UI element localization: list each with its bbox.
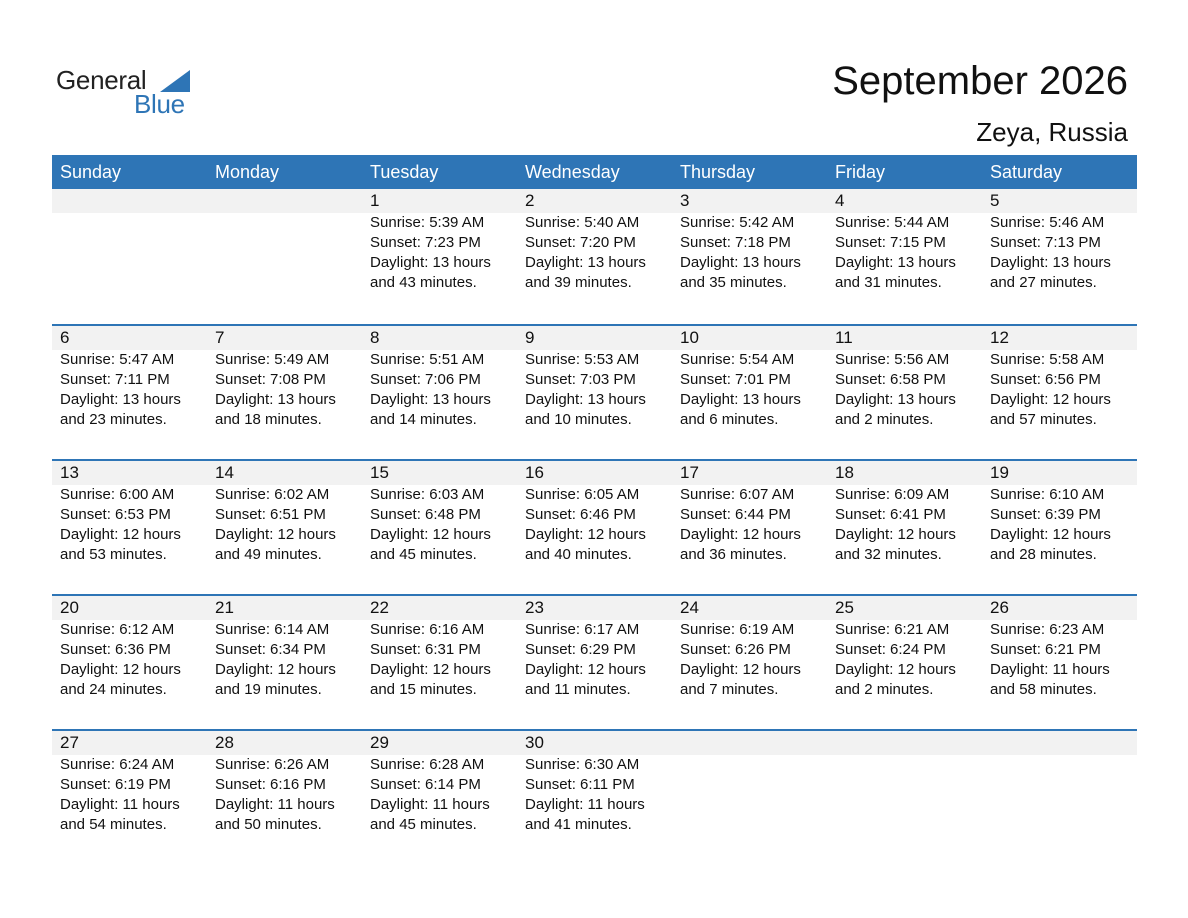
daylight-minutes-text: and 39 minutes.: [525, 274, 632, 291]
day-cell: [672, 596, 827, 700]
daylight-minutes-text: and 53 minutes.: [60, 546, 167, 563]
sunset-text: Sunset: 6:34 PM: [215, 641, 326, 658]
sunset-text: Sunset: 6:39 PM: [990, 506, 1101, 523]
daylight-minutes-text: and 10 minutes.: [525, 411, 632, 428]
daylight-minutes-text: and 41 minutes.: [525, 816, 632, 833]
daylight-minutes-text: and 32 minutes.: [835, 546, 942, 563]
daylight-minutes-text: and 7 minutes.: [680, 681, 779, 698]
day-cell: [982, 189, 1137, 293]
sunset-text: Sunset: 6:29 PM: [525, 641, 636, 658]
day-cell: [517, 189, 672, 293]
day-number: 25: [835, 598, 854, 617]
sunset-text: Sunset: 7:03 PM: [525, 371, 636, 388]
daylight-hours-text: Daylight: 12 hours: [215, 661, 336, 678]
daylight-minutes-text: and 23 minutes.: [60, 411, 167, 428]
sunrise-text: Sunrise: 6:23 AM: [990, 621, 1105, 638]
sunset-text: Sunset: 6:44 PM: [680, 506, 791, 523]
sunset-text: Sunset: 7:15 PM: [835, 234, 946, 251]
day-number: 8: [370, 328, 380, 347]
sunrise-text: Sunrise: 6:28 AM: [370, 756, 485, 773]
sunrise-text: Sunrise: 6:19 AM: [680, 621, 795, 638]
daylight-hours-text: Daylight: 12 hours: [990, 526, 1111, 543]
sunset-text: Sunset: 7:06 PM: [370, 371, 481, 388]
day-number: 2: [525, 191, 535, 210]
sunset-text: Sunset: 6:26 PM: [680, 641, 791, 658]
daylight-minutes-text: and 45 minutes.: [370, 546, 477, 563]
day-number: 27: [60, 733, 79, 752]
sunrise-text: Sunrise: 5:49 AM: [215, 351, 330, 368]
daylight-hours-text: Daylight: 13 hours: [60, 391, 181, 408]
daylight-minutes-text: and 50 minutes.: [215, 816, 322, 833]
daylight-minutes-text: and 49 minutes.: [215, 546, 322, 563]
weekday-tuesday: Tuesday: [370, 162, 439, 182]
daylight-hours-text: Daylight: 12 hours: [370, 661, 491, 678]
logo: [56, 64, 196, 120]
sunrise-text: Sunrise: 6:26 AM: [215, 756, 330, 773]
daylight-hours-text: Daylight: 12 hours: [60, 661, 181, 678]
day-cell: [207, 731, 362, 835]
sunset-text: Sunset: 6:58 PM: [835, 371, 946, 388]
sunset-text: Sunset: 7:08 PM: [215, 371, 326, 388]
sunset-text: Sunset: 6:11 PM: [525, 776, 635, 793]
sunset-text: Sunset: 6:24 PM: [835, 641, 946, 658]
day-cell: [827, 461, 982, 565]
sunrise-text: Sunrise: 6:30 AM: [525, 756, 640, 773]
day-number: 19: [990, 463, 1009, 482]
day-cell: [362, 596, 517, 700]
daylight-minutes-text: and 27 minutes.: [990, 274, 1097, 291]
sunset-text: Sunset: 6:31 PM: [370, 641, 481, 658]
daylight-hours-text: Daylight: 11 hours: [60, 796, 180, 813]
daylight-hours-text: Daylight: 12 hours: [370, 526, 491, 543]
day-number: 7: [215, 328, 225, 347]
day-number: 23: [525, 598, 544, 617]
sunset-text: Sunset: 6:53 PM: [60, 506, 171, 523]
daylight-hours-text: Daylight: 13 hours: [680, 391, 801, 408]
sunset-text: Sunset: 7:13 PM: [990, 234, 1101, 251]
day-number: 26: [990, 598, 1009, 617]
day-number: 18: [835, 463, 854, 482]
daylight-minutes-text: and 14 minutes.: [370, 411, 477, 428]
sunrise-text: Sunrise: 6:16 AM: [370, 621, 485, 638]
daylight-minutes-text: and 24 minutes.: [60, 681, 167, 698]
daylight-hours-text: Daylight: 13 hours: [525, 254, 646, 271]
day-number: 14: [215, 463, 234, 482]
weekday-monday: Monday: [215, 162, 280, 182]
day-cell: [362, 731, 517, 835]
logo-general-text: General: [56, 65, 147, 95]
sunset-text: Sunset: 6:19 PM: [60, 776, 171, 793]
week-row: [52, 324, 1137, 459]
day-number: 9: [525, 328, 535, 347]
sunrise-text: Sunrise: 5:58 AM: [990, 351, 1105, 368]
sunset-text: Sunset: 6:48 PM: [370, 506, 481, 523]
sunrise-text: Sunrise: 5:42 AM: [680, 214, 795, 231]
day-number: 10: [680, 328, 699, 347]
day-number: 15: [370, 463, 389, 482]
sunrise-text: Sunrise: 5:39 AM: [370, 214, 485, 231]
sunset-text: Sunset: 7:01 PM: [680, 371, 791, 388]
empty-day-cell: [207, 189, 362, 293]
day-number: 24: [680, 598, 699, 617]
sunrise-text: Sunrise: 6:03 AM: [370, 486, 485, 503]
day-cell: [982, 326, 1137, 430]
daylight-hours-text: Daylight: 12 hours: [680, 526, 801, 543]
day-cell: [52, 731, 207, 835]
sunrise-text: Sunrise: 5:53 AM: [525, 351, 640, 368]
sunset-text: Sunset: 6:41 PM: [835, 506, 946, 523]
daylight-minutes-text: and 11 minutes.: [525, 681, 631, 698]
page-title: September 2026: [832, 59, 1128, 103]
day-number: 28: [215, 733, 234, 752]
day-cell: [362, 461, 517, 565]
daylight-hours-text: Daylight: 12 hours: [835, 661, 956, 678]
daylight-minutes-text: and 45 minutes.: [370, 816, 477, 833]
sunset-text: Sunset: 7:20 PM: [525, 234, 636, 251]
day-cell: [517, 461, 672, 565]
daylight-minutes-text: and 40 minutes.: [525, 546, 632, 563]
sunset-text: Sunset: 7:11 PM: [60, 371, 170, 388]
weekday-wednesday: Wednesday: [525, 162, 620, 182]
daylight-hours-text: Daylight: 12 hours: [525, 661, 646, 678]
daylight-hours-text: Daylight: 12 hours: [60, 526, 181, 543]
sunset-text: Sunset: 6:14 PM: [370, 776, 481, 793]
day-cell: [517, 596, 672, 700]
day-number: 11: [835, 328, 853, 347]
sunrise-text: Sunrise: 6:05 AM: [525, 486, 640, 503]
sunrise-text: Sunrise: 5:51 AM: [370, 351, 485, 368]
sunset-text: Sunset: 7:23 PM: [370, 234, 481, 251]
day-number: 30: [525, 733, 544, 752]
daylight-minutes-text: and 57 minutes.: [990, 411, 1097, 428]
day-cell: [827, 326, 982, 430]
week-row: [52, 594, 1137, 729]
sunset-text: Sunset: 6:36 PM: [60, 641, 171, 658]
day-cell: [52, 326, 207, 430]
day-cell: [207, 461, 362, 565]
weekday-header: [52, 155, 1137, 189]
sunrise-text: Sunrise: 6:10 AM: [990, 486, 1105, 503]
sunrise-text: Sunrise: 6:09 AM: [835, 486, 950, 503]
day-cell: [517, 731, 672, 835]
daylight-minutes-text: and 18 minutes.: [215, 411, 322, 428]
weekday-sunday: Sunday: [60, 162, 122, 182]
sunrise-text: Sunrise: 6:24 AM: [60, 756, 175, 773]
sunrise-text: Sunrise: 6:21 AM: [835, 621, 950, 638]
day-cell: [672, 326, 827, 430]
daylight-hours-text: Daylight: 11 hours: [215, 796, 335, 813]
location-subtitle: Zeya, Russia: [976, 117, 1128, 147]
daylight-hours-text: Daylight: 11 hours: [525, 796, 645, 813]
sunrise-text: Sunrise: 5:44 AM: [835, 214, 950, 231]
weekday-friday: Friday: [835, 162, 886, 182]
sunrise-text: Sunrise: 5:56 AM: [835, 351, 950, 368]
daylight-hours-text: Daylight: 12 hours: [215, 526, 336, 543]
daylight-minutes-text: and 28 minutes.: [990, 546, 1097, 563]
daylight-hours-text: Daylight: 13 hours: [835, 254, 956, 271]
daylight-minutes-text: and 31 minutes.: [835, 274, 942, 291]
daylight-minutes-text: and 43 minutes.: [370, 274, 477, 291]
day-number: 3: [680, 191, 690, 210]
daylight-hours-text: Daylight: 12 hours: [680, 661, 801, 678]
day-cell: [982, 461, 1137, 565]
sunrise-text: Sunrise: 6:07 AM: [680, 486, 795, 503]
sunset-text: Sunset: 6:46 PM: [525, 506, 636, 523]
daylight-minutes-text: and 15 minutes.: [370, 681, 477, 698]
sunrise-text: Sunrise: 5:47 AM: [60, 351, 175, 368]
week-row: [52, 189, 1137, 324]
daylight-minutes-text: and 58 minutes.: [990, 681, 1097, 698]
day-number: 13: [60, 463, 79, 482]
day-cell: [672, 461, 827, 565]
sunrise-text: Sunrise: 5:46 AM: [990, 214, 1105, 231]
daylight-hours-text: Daylight: 13 hours: [215, 391, 336, 408]
day-number: 1: [370, 191, 380, 210]
daylight-hours-text: Daylight: 12 hours: [525, 526, 646, 543]
day-number: 4: [835, 191, 845, 210]
sunrise-text: Sunrise: 6:12 AM: [60, 621, 175, 638]
day-number: 20: [60, 598, 79, 617]
sunrise-text: Sunrise: 6:14 AM: [215, 621, 330, 638]
daylight-hours-text: Daylight: 12 hours: [835, 526, 956, 543]
weekday-thursday: Thursday: [680, 162, 756, 182]
empty-day-cell: [52, 189, 207, 293]
daylight-minutes-text: and 36 minutes.: [680, 546, 787, 563]
day-number: 17: [680, 463, 699, 482]
day-cell: [207, 326, 362, 430]
sunrise-text: Sunrise: 6:02 AM: [215, 486, 330, 503]
day-cell: [362, 189, 517, 293]
day-cell: [52, 596, 207, 700]
day-cell: [982, 596, 1137, 700]
day-number: 29: [370, 733, 389, 752]
week-row: [52, 729, 1137, 864]
day-cell: [672, 189, 827, 293]
sunrise-text: Sunrise: 5:54 AM: [680, 351, 795, 368]
day-number: 5: [990, 191, 1000, 210]
daylight-hours-text: Daylight: 13 hours: [525, 391, 646, 408]
daylight-minutes-text: and 35 minutes.: [680, 274, 787, 291]
daylight-hours-text: Daylight: 13 hours: [370, 254, 491, 271]
empty-day-cell: [827, 731, 982, 835]
daylight-minutes-text: and 2 minutes.: [835, 411, 934, 428]
day-number: 6: [60, 328, 70, 347]
sunset-text: Sunset: 6:51 PM: [215, 506, 326, 523]
daylight-minutes-text: and 6 minutes.: [680, 411, 779, 428]
sunset-text: Sunset: 7:18 PM: [680, 234, 791, 251]
daylight-minutes-text: and 2 minutes.: [835, 681, 934, 698]
sunset-text: Sunset: 6:56 PM: [990, 371, 1101, 388]
daylight-minutes-text: and 54 minutes.: [60, 816, 167, 833]
calendar-grid: [52, 155, 1137, 864]
weekday-saturday: Saturday: [990, 162, 1063, 182]
sunrise-text: Sunrise: 5:40 AM: [525, 214, 640, 231]
sunset-text: Sunset: 6:21 PM: [990, 641, 1101, 658]
day-number: 16: [525, 463, 544, 482]
daylight-hours-text: Daylight: 13 hours: [990, 254, 1111, 271]
daylight-hours-text: Daylight: 13 hours: [370, 391, 491, 408]
daylight-minutes-text: and 19 minutes.: [215, 681, 322, 698]
daylight-hours-text: Daylight: 12 hours: [990, 391, 1111, 408]
sunrise-text: Sunrise: 6:00 AM: [60, 486, 175, 503]
day-cell: [207, 596, 362, 700]
day-cell: [827, 596, 982, 700]
logo-blue-text: Blue: [134, 89, 185, 119]
day-number: 21: [215, 598, 234, 617]
day-cell: [517, 326, 672, 430]
daylight-hours-text: Daylight: 11 hours: [370, 796, 490, 813]
daylight-hours-text: Daylight: 13 hours: [835, 391, 956, 408]
empty-day-cell: [672, 731, 827, 835]
sunset-text: Sunset: 6:16 PM: [215, 776, 326, 793]
day-number: 22: [370, 598, 389, 617]
empty-day-cell: [982, 731, 1137, 835]
daylight-hours-text: Daylight: 11 hours: [990, 661, 1110, 678]
day-cell: [52, 461, 207, 565]
day-cell: [362, 326, 517, 430]
week-row: [52, 459, 1137, 594]
sunrise-text: Sunrise: 6:17 AM: [525, 621, 640, 638]
day-number: 12: [990, 328, 1009, 347]
day-cell: [827, 189, 982, 293]
daylight-hours-text: Daylight: 13 hours: [680, 254, 801, 271]
